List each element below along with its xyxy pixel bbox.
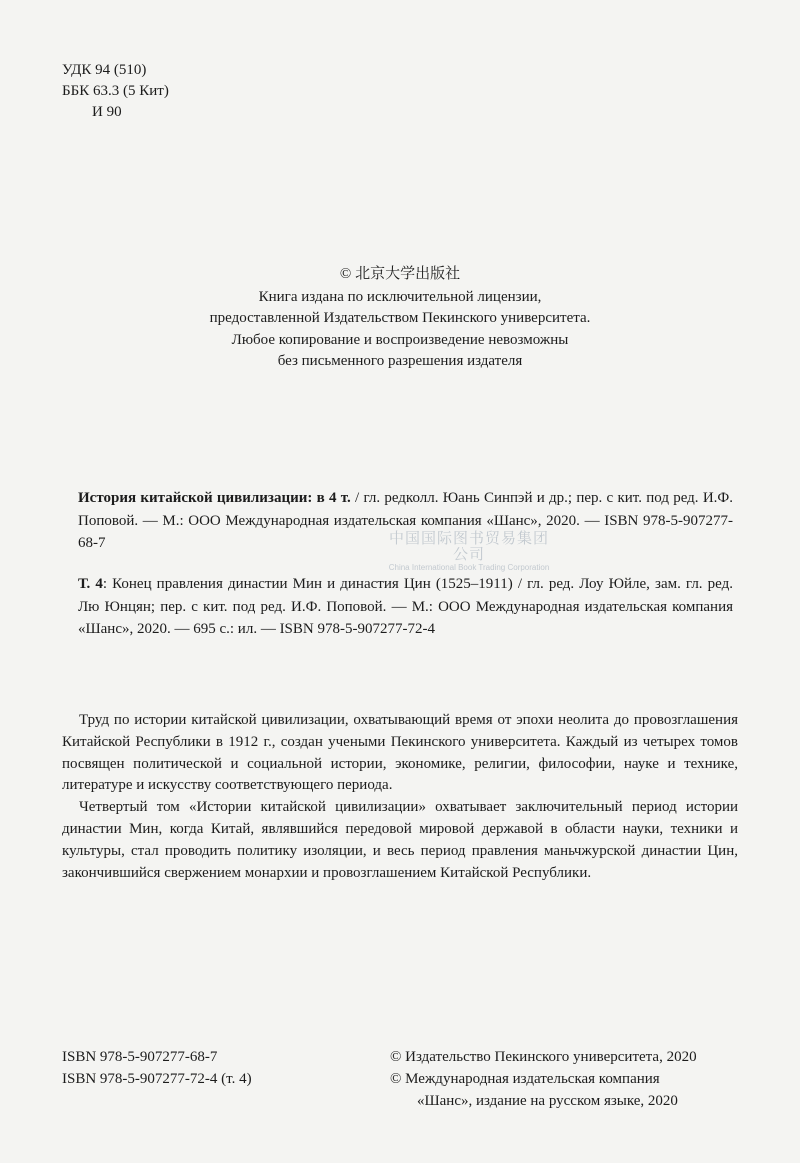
series-details: / гл. редколл. Юань Синпэй и др.; пер. с кит. под ред. И.Ф. Поповой. — М.: ООО Международная издательская компания «Шанс», 2020. — ISBN 978-5-907277-68-7 bbox=[78, 490, 734, 551]
series-title: История китайской цивилизации: в 4 т. bbox=[78, 490, 351, 506]
isbn-list bbox=[62, 1046, 252, 1090]
copyright-list bbox=[390, 1046, 697, 1112]
copyright-shans-edition: «Шанс», издание на русском языке, 2020 bbox=[417, 1093, 678, 1109]
license-line-3: Любое копирование и воспроизведение невозможны bbox=[231, 331, 569, 348]
license-line-2: предоставленной Издательством Пекинского университета. bbox=[209, 310, 591, 326]
watermark-logo bbox=[384, 531, 554, 573]
license-notice bbox=[0, 264, 800, 373]
watermark-english: China International Book Trading Corporation bbox=[388, 563, 550, 572]
udk-code: УДК 94 (510) bbox=[62, 62, 147, 78]
license-line-4: без письменного разрешения издателя bbox=[277, 353, 523, 369]
annotation-paragraph-1: Труд по истории китайской цивилизации, охватывающий время от эпохи неолита до провозглашения Китайской Республики в 1912 г., создан учеными Пекинского университета. Каждый из четырех томов посвящен политической и социальной истории, экономике, религии, философии, науке и технике, литературе и искусству соответствующего периода. bbox=[62, 712, 738, 794]
copyright-shans: © Международная издательская компания bbox=[390, 1071, 660, 1087]
bibliographic-record-volume bbox=[78, 573, 733, 641]
license-line-1: Книга издана по исключительной лицензии, bbox=[258, 288, 542, 305]
isbn-volume: ISBN 978-5-907277-72-4 (т. 4) bbox=[62, 1071, 252, 1087]
annotation-paragraph-2: Четвертый том «Истории китайской цивилизации» охватывает заключительный период истории династии Мин, когда Китай, являвшийся передовой мировой державой в области науки, техники и культуры, стал проводить политику изоляции, и весь период правления маньчжурской династии Цин, закончившийся свержением монархии и провозглашением Китайской Республики. bbox=[62, 799, 738, 881]
isbn-series: ISBN 978-5-907277-68-7 bbox=[62, 1049, 218, 1065]
publisher-copyright: © 北京大学出版社 bbox=[339, 266, 461, 282]
volume-details: : Конец правления династии Мин и династия Цин (1525–1911) / гл. ред. Лоу Юйле, зам. гл. ред. Лю Юнцян; пер. с кит. под ред. И.Ф. Поповой. — М.: ООО Международная издательская компания «Шанс», 2020. — 695 с.: ил. — ISBN 978-5-907277-72-4 bbox=[78, 576, 733, 637]
copyright-pku: © Издательство Пекинского университета, 2020 bbox=[390, 1049, 697, 1065]
watermark-chinese: 中国国际图书贸易集团公司 bbox=[388, 531, 549, 563]
volume-title: Т. 4 bbox=[78, 576, 103, 592]
bbk-code: ББК 63.3 (5 Кит) bbox=[62, 83, 169, 99]
annotation bbox=[62, 710, 738, 884]
classification-codes bbox=[62, 60, 169, 123]
author-mark: И 90 bbox=[92, 104, 122, 120]
